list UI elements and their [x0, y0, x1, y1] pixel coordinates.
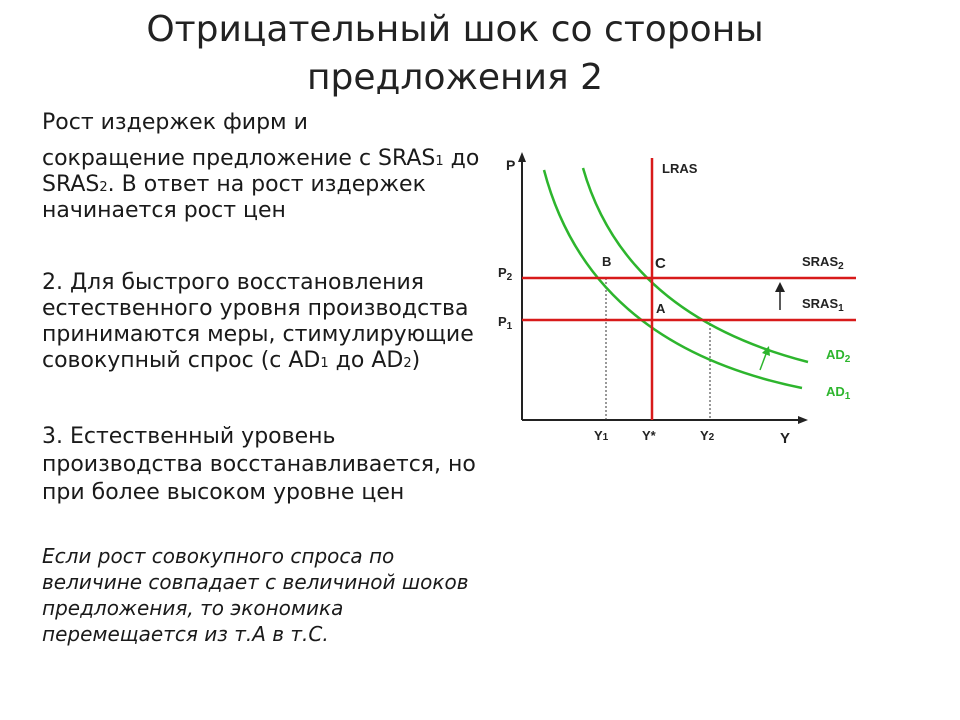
paragraph-1-line-1: Рост издержек фирм и [42, 110, 308, 135]
slide-title: Отрицательный шок со стороны предложения 2 [146, 9, 764, 98]
note-line-4: перемещается из т.А в т.С. [42, 622, 329, 646]
paragraph-2-line-3: принимаются меры, стимулирующие [42, 322, 474, 347]
paragraph-1-line-4: начинается рост цен [42, 198, 286, 223]
paragraph-3-line-3: при более высоком уровне цен [42, 480, 405, 505]
paragraph-1-line-2: сокращение предложение с SRAS1 до [42, 146, 480, 171]
as-ad-diagram [490, 140, 870, 450]
note-line-1: Если рост совокупного спроса по [42, 544, 395, 568]
paragraph-3-line-2: производства восстанавливается, но [42, 452, 476, 477]
ystar-label: Y* [642, 428, 656, 443]
y1-label: Y1 [594, 428, 609, 443]
x-axis-label: Y [780, 430, 791, 447]
ad2-curve [583, 168, 808, 362]
y-axis-label: P [506, 157, 516, 173]
paragraph-2-line-2: естественного уровня производства [42, 296, 469, 321]
note-line-2: величине совпадает с величиной шоков [42, 570, 469, 594]
p1-label: $P_1$ [498, 314, 513, 332]
y2-label: Y2 [700, 428, 715, 443]
sras2-label: $SRAS_2$ [802, 254, 844, 272]
p2-label: $P_2$ [498, 265, 513, 283]
ad1-label: $AD_1$ [826, 384, 851, 402]
ad-shift-arrow [760, 354, 766, 370]
lras-label: LRAS [662, 161, 698, 176]
ad2-label: $AD_2$ [826, 347, 851, 365]
y-axis-arrow [518, 152, 526, 162]
note-line-3: предложения, то экономика [42, 596, 344, 620]
sras1-label: $SRAS_1$ [802, 296, 844, 314]
paragraph-2-line-4: совокупный спрос (с AD1 до AD2) [42, 348, 421, 373]
paragraph-3-line-1: 3. Естественный уровень [42, 424, 336, 449]
paragraph-2-line-1: 2. Для быстрого восстановления [42, 270, 424, 295]
sras-shift-arrowhead [775, 282, 785, 292]
point-a-label: A [656, 301, 666, 316]
paragraph-1-line-3: SRAS2. В ответ на рост издержек [42, 172, 426, 197]
x-axis-arrow [798, 416, 808, 424]
point-b-label: B [602, 254, 612, 269]
point-c-label: C [655, 255, 666, 272]
